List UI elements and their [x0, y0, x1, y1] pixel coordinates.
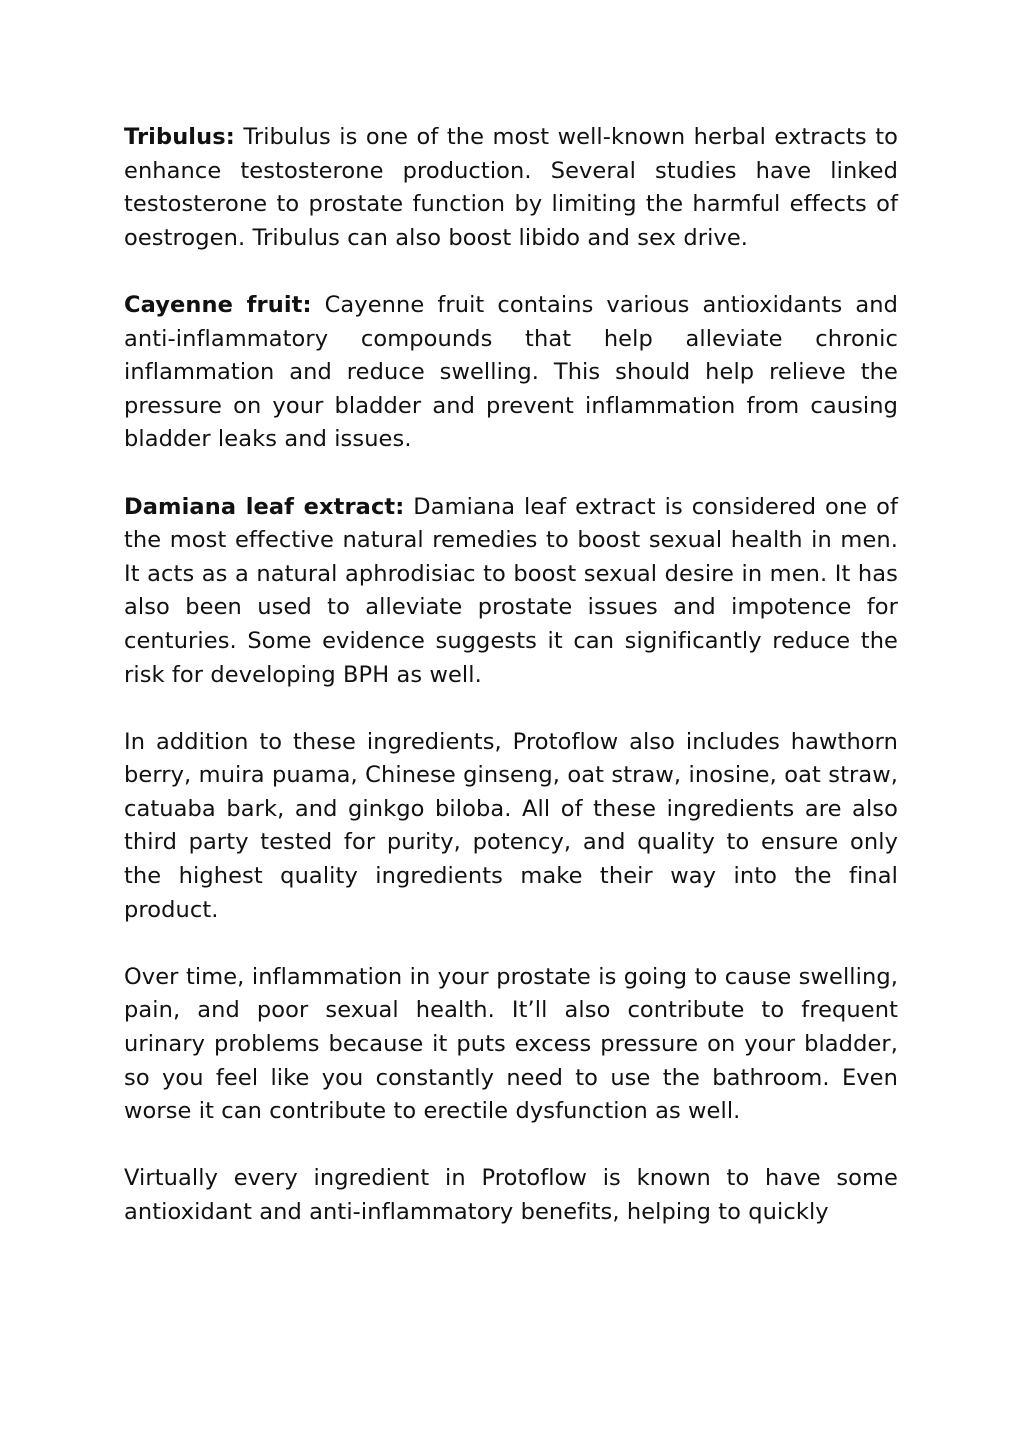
paragraph-inflammation	[124, 961, 898, 1129]
paragraph-heading: Cayenne fruit:	[124, 291, 312, 318]
paragraph-text: Cayenne fruit contains various antioxidants and anti-inflammatory compounds that help alleviate chronic inflammation and reduce swelling. This should help relieve the pressure on your bladder and prevent inflammation from causing bladder leaks and issues.	[124, 291, 898, 453]
paragraph-tribulus	[124, 121, 898, 255]
document-page	[124, 121, 898, 1263]
paragraph-text: Damiana leaf extract is considered one of the most effective natural remedies to boost sexual health in men. It acts as a natural aphrodisiac to boost sexual desire in men. It has also been used to alleviate prostate issues and impotence for centuries. Some evidence suggests it can significantly reduce the risk for developing BPH as well.	[124, 493, 898, 688]
paragraph-text: Over time, inflammation in your prostate is going to cause swelling, pain, and poor sexual health. It’ll also contribute to frequent urinary problems because it puts excess pressure on your bladder, so you feel like you constantly need to use the bathroom. Even worse it can contribute to erectile dysfunction as well.	[124, 963, 898, 1125]
paragraph-damiana-leaf-extract	[124, 491, 898, 693]
paragraph-additional-ingredients	[124, 726, 898, 928]
paragraph-text: In addition to these ingredients, Protoflow also includes hawthorn berry, muira puama, Chinese ginseng, oat straw, inosine, oat straw, catuaba bark, and ginkgo biloba. All of these ingredients are also third party tested for purity, potency, and quality to ensure only the highest quality ingredients make their way into the final product.	[124, 728, 898, 923]
paragraph-cayenne-fruit	[124, 289, 898, 457]
paragraph-text: Virtually every ingredient in Protoflow is known to have some antioxidant and anti-inflammatory benefits, helping to quickly	[124, 1165, 898, 1225]
paragraph-heading: Damiana leaf extract:	[124, 493, 405, 520]
paragraph-antioxidant-benefits	[124, 1162, 898, 1229]
paragraph-heading: Tribulus:	[124, 124, 235, 150]
paragraph-text: Tribulus is one of the most well-known herbal extracts to enhance testosterone production. Several studies have linked testosterone to prostate function by limiting the harmful effects of oestrogen. Tribulus can also boost libido and sex drive.	[124, 124, 898, 251]
